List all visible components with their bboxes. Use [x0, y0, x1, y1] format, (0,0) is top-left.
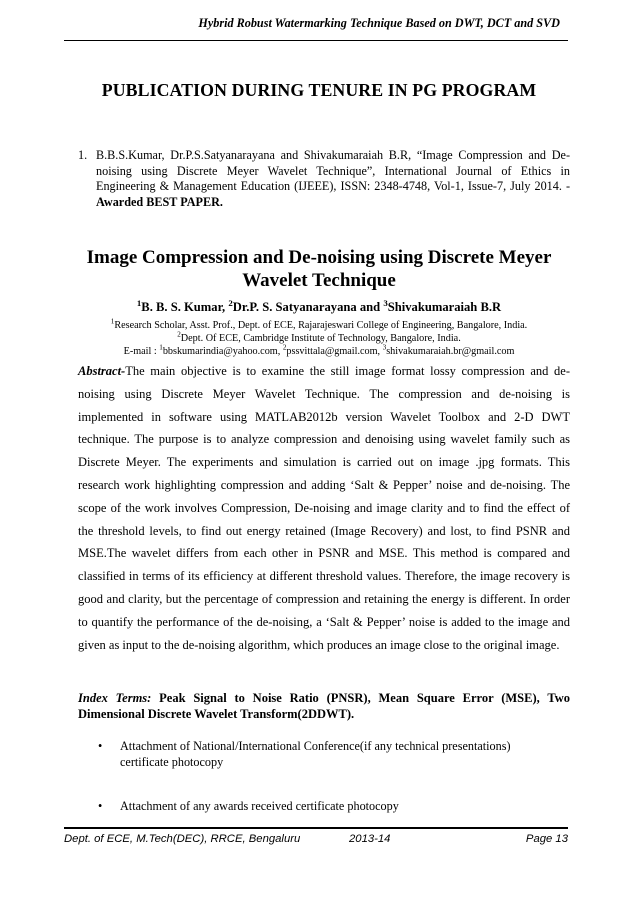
bullet-icon: •	[98, 739, 103, 753]
email-superscript: 2	[282, 343, 287, 352]
publication-award: Awarded BEST PAPER.	[96, 195, 223, 210]
running-title: Hybrid Robust Watermarking Technique Based on DWT, DCT and SVD	[198, 16, 560, 30]
author-name: Shivakumaraiah B.R	[387, 300, 502, 314]
index-terms-text: Peak Signal to Noise Ratio (PNSR), Mean Square Error (MSE), Two Dimensional Discrete Wavelet Transform(2DDWT).	[78, 691, 571, 721]
email-address: bbskumarindia@yahoo.com,	[162, 346, 283, 357]
publication-citation: B.B.S.Kumar, Dr.P.S.Satyanarayana and Shivakumaraiah B.R, “Image Compression and De-noising using Discrete Meyer Wavelet Technique”, International Journal of Ethics in Engineering & Management Education (IJEEE), ISSN: 2348-4748, Vol-1, Issue-7, July 2014. -	[96, 148, 570, 194]
bullet-icon: •	[98, 799, 103, 813]
email-address: pssvittala@gmail.com,	[286, 346, 383, 357]
affiliation-1	[0, 317, 638, 331]
email-superscript: 1	[159, 343, 163, 352]
bullet-item	[98, 798, 552, 814]
email-superscript: 3	[382, 343, 387, 352]
publication-number: 1.	[78, 148, 88, 162]
index-terms-label: Index Terms:	[78, 691, 152, 705]
affiliation-2	[0, 330, 638, 344]
affiliation-text: Dept. Of ECE, Cambridge Institute of Technology, Bangalore, India.	[180, 333, 461, 344]
publication-section-title: PUBLICATION DURING TENURE IN PG PROGRAM	[101, 80, 537, 100]
bullet-item	[98, 738, 552, 770]
author-superscript: 2	[228, 297, 233, 308]
author-name: B. B. S. Kumar,	[141, 300, 229, 314]
author-superscript: 1	[136, 297, 142, 308]
affiliation-superscript: 2	[177, 330, 181, 339]
author-superscript: 3	[383, 297, 388, 308]
abstract-label: Abstract-	[78, 364, 126, 378]
author-emails	[0, 343, 638, 357]
footer-page-number: Page 13	[525, 833, 568, 845]
publication-list	[78, 148, 570, 211]
publication-item	[78, 148, 570, 211]
running-header	[64, 14, 568, 41]
abstract-text: The main objective is to examine the still image format lossy compression and de-noising using Discrete Meyer Wavelet Technique. The compression and de-noising is implemented in software using MATLAB2012b version Wavelet Toolbox and 2-D DWT technique. The purpose is to analyze compression and denoising using wavelet family such as Discrete Meyer. The experiments and simulation is carried out on image .jpg formats. This research work highlighting compression and adding ‘Salt & Pepper’ noise and de-noising. The scope of the work involves Compression, De-noising and image clarity and to find the effect of the threshold levels, to find out energy retained (Image Recovery) and lost, to find PSNR and MSE.The wavelet differs from each other in PSNR and MSE. This method is compared and classified in terms of its efficiency at different threshold values. Therefore, the image recovery is good and clarity, but the percentage of compression and retaining the energy is different. In order to quantify the performance of the de-noising, a ‘Salt & Pepper’ noise is added to the image and given as input to the de-noising algorithm, which produces an image close to the original image.	[78, 364, 570, 652]
paper-authors	[0, 297, 638, 315]
footer-year: 2013-14	[349, 833, 391, 845]
bullet-text: Attachment of National/International Conference(if any technical presentations) certificate photocopy	[120, 739, 511, 769]
footer-department: Dept. of ECE, M.Tech(DEC), RRCE, Bengaluru	[64, 833, 301, 845]
page-footer	[64, 827, 568, 849]
abstract	[78, 360, 570, 656]
email-address: shivakumaraiah.br@gmail.com	[386, 346, 515, 357]
index-terms	[78, 691, 570, 723]
author-name: Dr.P. S. Satyanarayana and	[232, 300, 384, 314]
bullet-text: Attachment of any awards received certificate photocopy	[120, 799, 399, 813]
email-prefix: E-mail :	[123, 346, 160, 357]
paper-title: Image Compression and De-noising using Discrete Meyer Wavelet Technique	[86, 247, 552, 291]
affiliation-text: Research Scholar, Asst. Prof., Dept. of ECE, Rajarajeswari College of Engineering, Bangalore, India.	[114, 320, 528, 331]
affiliation-superscript: 1	[110, 317, 115, 326]
